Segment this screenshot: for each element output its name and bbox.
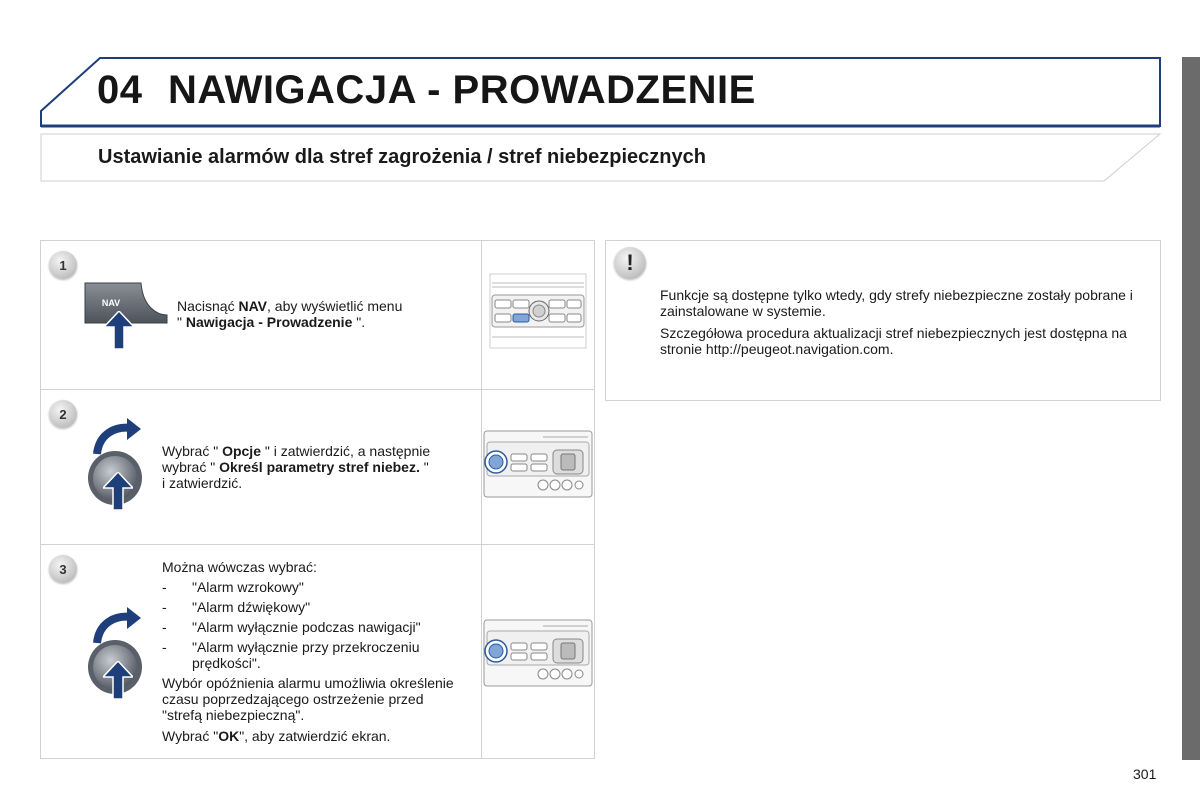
- delay-description: Wybór opóźnienia alarmu umożliwia określenie czasu poprzedzającego ostrzeżenie przed "strefą niebezpieczną".: [162, 675, 454, 723]
- step-row-2: [41, 390, 594, 545]
- confirm-instruction: Wybrać "OK", aby zatwierdzić ekran.: [162, 728, 391, 744]
- radio-panel-icon: [483, 430, 593, 503]
- list-item: - "Alarm wyłącznie przy przekroczeniu prędkości".: [162, 639, 420, 671]
- steps-table: [40, 240, 595, 759]
- warning-box: [605, 240, 1161, 401]
- step-2-text: Wybrać " Opcje " i zatwierdzić, a następnie wybrać " Określ parametry stref niebez. " i zatwierdzić.: [162, 443, 431, 491]
- step-3-intro: Można wówczas wybrać:: [162, 559, 317, 575]
- chapter-number: 04: [97, 68, 143, 112]
- radio-panel-icon: [489, 273, 587, 354]
- warning-paragraph: Szczegółowa procedura aktualizacji stref niebezpiecznych jest dostępna na stronie http://peugeot.navigation.com.: [660, 325, 1127, 357]
- section-title: Ustawianie alarmów dla stref zagrożenia / stref niebezpiecznych: [98, 146, 706, 168]
- press-arrow-icon: [104, 311, 134, 356]
- press-arrow-icon: [103, 472, 133, 517]
- warning-icon: !: [614, 247, 646, 279]
- step-3-text: [162, 559, 467, 744]
- step-number-badge: 2: [49, 400, 77, 428]
- step-row-1: [41, 241, 594, 390]
- step-number-badge: 3: [49, 555, 77, 583]
- step-number-badge: 1: [49, 251, 77, 279]
- press-arrow-icon: [103, 661, 133, 706]
- list-item: - "Alarm wzrokowy": [162, 579, 304, 595]
- chapter-title: NAWIGACJA - PROWADZENIE: [168, 68, 756, 112]
- chapter-side-tab: [1182, 57, 1200, 760]
- step-row-3: [41, 545, 594, 759]
- list-item: - "Alarm wyłącznie podczas nawigacji": [162, 619, 421, 635]
- alarm-options-list: [162, 579, 467, 671]
- page-number: 301: [1133, 766, 1157, 782]
- list-item: - "Alarm dźwiękowy": [162, 599, 311, 615]
- nav-button-label: NAV: [101, 298, 121, 308]
- radio-panel-icon: [483, 619, 593, 692]
- step-1-text: Nacisnąć NAV, aby wyświetlić menu " Nawigacja - Prowadzenie ".: [177, 298, 403, 330]
- warning-paragraph: Funkcje są dostępne tylko wtedy, gdy strefy niebezpieczne zostały pobrane i zainstalowane w systemie.: [660, 287, 1133, 319]
- warning-text: [660, 287, 1150, 357]
